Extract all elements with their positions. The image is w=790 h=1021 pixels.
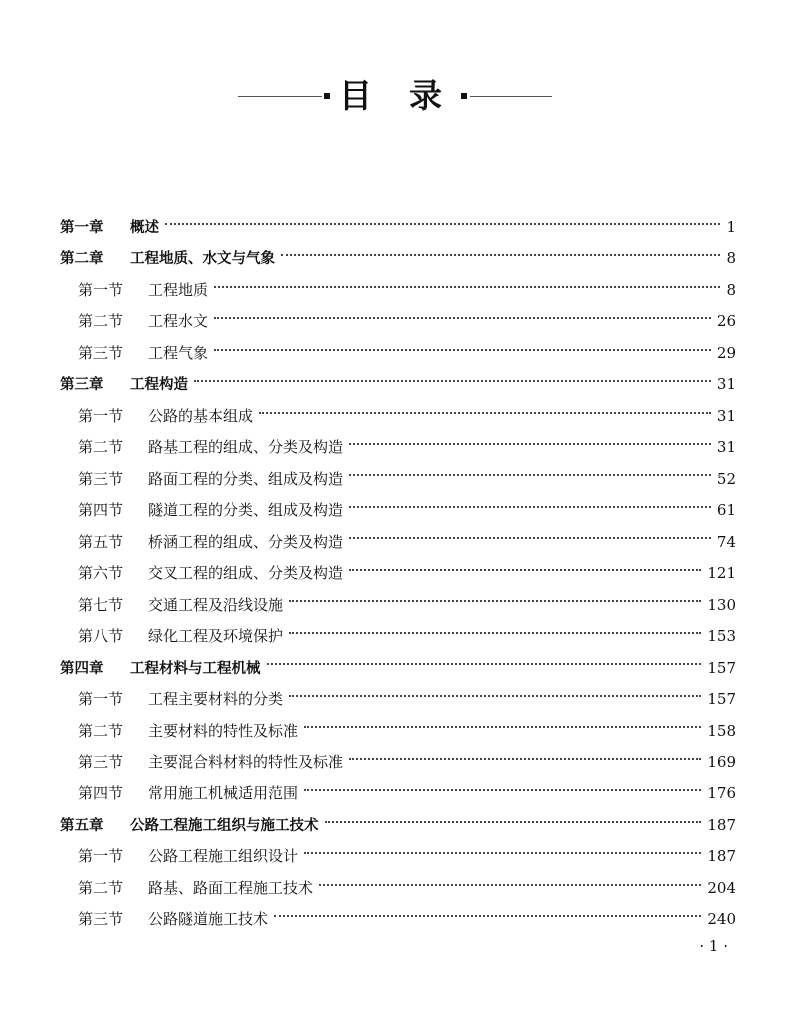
toc-chapter-row — [60, 810, 736, 841]
toc-dot-leader — [349, 443, 711, 445]
toc-entry-page: 157 — [707, 658, 736, 677]
toc-dot-leader — [304, 726, 701, 728]
toc-entry-number: 第五节 — [78, 532, 124, 551]
toc-entry-page: 176 — [707, 784, 736, 803]
toc-section-row — [60, 306, 736, 337]
toc-entry-number: 第一节 — [78, 406, 124, 425]
toc-dot-leader — [349, 569, 701, 571]
toc-dot-leader — [214, 349, 711, 351]
toc-entry-title: 工程材料与工程机械 — [130, 660, 261, 677]
toc-entry-page: 74 — [716, 532, 736, 551]
toc-entry-title: 工程气象 — [148, 343, 209, 362]
toc-entry-number: 第六节 — [78, 564, 124, 583]
toc-entry-page: 158 — [707, 721, 736, 740]
toc-section-row — [60, 558, 736, 589]
toc-dot-leader — [259, 412, 711, 414]
toc-section-row — [60, 275, 736, 306]
toc-entry-number: 第二节 — [78, 721, 124, 740]
toc-entry-number: 第二节 — [78, 878, 124, 897]
heading-dot-left — [324, 93, 330, 99]
toc-dot-leader — [281, 254, 720, 256]
toc-entry-title: 绿化工程及环境保护 — [148, 627, 284, 646]
toc-entry-title: 交通工程及沿线设施 — [148, 595, 284, 614]
toc-entry-title: 工程地质、水文与气象 — [130, 251, 275, 268]
toc-entry-page: 61 — [716, 501, 736, 520]
toc-dot-leader — [214, 317, 711, 319]
toc-entry-title: 桥涵工程的组成、分类及构造 — [148, 532, 344, 551]
toc-entry-page: 169 — [707, 752, 736, 771]
toc-section-row — [60, 716, 736, 747]
toc-entry-page: 157 — [707, 690, 736, 709]
table-of-contents — [60, 212, 736, 936]
toc-chapter-row — [60, 212, 736, 243]
toc-dot-leader — [319, 884, 701, 886]
toc-entry-title: 主要材料的特性及标准 — [148, 721, 299, 740]
toc-entry-title: 工程地质 — [148, 280, 209, 299]
toc-entry-number: 第二章 — [60, 251, 104, 268]
toc-entry-number: 第一章 — [60, 220, 104, 236]
toc-entry-page: 1 — [726, 218, 736, 236]
toc-entry-title: 公路的基本组成 — [148, 406, 254, 425]
toc-entry-page: 130 — [707, 595, 736, 614]
toc-entry-number: 第三节 — [78, 343, 124, 362]
toc-entry-title: 路面工程的分类、组成及构造 — [148, 469, 344, 488]
toc-section-row — [60, 432, 736, 463]
toc-dot-leader — [304, 789, 701, 791]
toc-chapter-row — [60, 369, 736, 400]
toc-chapter-row — [60, 653, 736, 684]
toc-entry-title: 公路隧道施工技术 — [148, 910, 269, 929]
toc-dot-leader — [214, 286, 720, 288]
toc-section-row — [60, 401, 736, 432]
toc-entry-page: 204 — [707, 878, 736, 897]
toc-entry-title: 公路工程施工组织与施工技术 — [130, 817, 319, 834]
toc-entry-page: 31 — [716, 375, 736, 394]
toc-entry-number: 第一节 — [78, 690, 124, 709]
toc-section-row — [60, 338, 736, 369]
toc-entry-number: 第八节 — [78, 627, 124, 646]
toc-dot-leader — [349, 758, 701, 760]
toc-section-row — [60, 527, 736, 558]
toc-entry-page: 26 — [716, 312, 736, 331]
toc-entry-page: 187 — [707, 815, 736, 834]
toc-entry-number: 第一节 — [78, 280, 124, 299]
toc-section-row — [60, 873, 736, 904]
toc-section-row — [60, 495, 736, 526]
toc-entry-number: 第一节 — [78, 847, 124, 866]
toc-entry-title: 工程主要材料的分类 — [148, 690, 284, 709]
toc-dot-leader — [267, 663, 702, 665]
heading-rule-left — [238, 96, 322, 97]
page-number: · 1 · — [699, 937, 728, 955]
toc-entry-page: 240 — [707, 910, 736, 929]
toc-section-row — [60, 778, 736, 809]
toc-entry-page: 121 — [707, 564, 736, 583]
toc-entry-number: 第五章 — [60, 817, 104, 834]
toc-dot-leader — [165, 223, 720, 225]
toc-dot-leader — [289, 632, 701, 634]
toc-section-row — [60, 590, 736, 621]
toc-entry-title: 主要混合料材料的特性及标准 — [148, 752, 344, 771]
toc-section-row — [60, 904, 736, 935]
toc-entry-page: 8 — [726, 280, 736, 299]
toc-entry-title: 交叉工程的组成、分类及构造 — [148, 564, 344, 583]
toc-section-row — [60, 464, 736, 495]
toc-dot-leader — [289, 695, 701, 697]
toc-section-row — [60, 841, 736, 872]
toc-entry-page: 29 — [716, 343, 736, 362]
toc-dot-leader — [289, 600, 701, 602]
toc-entry-number: 第二节 — [78, 312, 124, 331]
toc-entry-title: 隧道工程的分类、组成及构造 — [148, 501, 344, 520]
toc-entry-page: 31 — [716, 438, 736, 457]
toc-entry-page: 187 — [707, 847, 736, 866]
heading-char-1: 目 — [339, 76, 372, 115]
toc-entry-title: 公路工程施工组织设计 — [148, 847, 299, 866]
toc-entry-title: 路基工程的组成、分类及构造 — [148, 438, 344, 457]
toc-entry-number: 第四章 — [60, 660, 104, 677]
heading-rule-right — [470, 96, 552, 97]
toc-dot-leader — [349, 537, 711, 539]
toc-entry-number: 第三章 — [60, 377, 104, 394]
toc-section-row — [60, 621, 736, 652]
toc-entry-title: 路基、路面工程施工技术 — [148, 878, 314, 897]
toc-entry-page: 52 — [716, 469, 736, 488]
toc-entry-title: 常用施工机械适用范围 — [148, 784, 299, 803]
toc-entry-number: 第二节 — [78, 438, 124, 457]
toc-entry-number: 第三节 — [78, 910, 124, 929]
toc-entry-title: 工程水文 — [148, 312, 209, 331]
toc-entry-page: 8 — [726, 249, 736, 268]
toc-entry-number: 第三节 — [78, 469, 124, 488]
toc-chapter-row — [60, 243, 736, 274]
heading-dot-right — [461, 93, 467, 99]
heading-char-2: 录 — [409, 76, 442, 115]
toc-dot-leader — [194, 380, 711, 382]
toc-entry-page: 153 — [707, 627, 736, 646]
toc-section-row — [60, 684, 736, 715]
toc-entry-number: 第七节 — [78, 595, 124, 614]
toc-section-row — [60, 747, 736, 778]
toc-dot-leader — [325, 821, 702, 823]
toc-entry-title: 工程构造 — [130, 377, 188, 394]
toc-entry-number: 第三节 — [78, 752, 124, 771]
toc-heading — [0, 74, 790, 120]
toc-entry-page: 31 — [716, 406, 736, 425]
toc-dot-leader — [304, 852, 701, 854]
toc-entry-number: 第四节 — [78, 501, 124, 520]
toc-dot-leader — [349, 506, 711, 508]
toc-entry-number: 第四节 — [78, 784, 124, 803]
toc-entry-title: 概述 — [130, 220, 159, 236]
toc-dot-leader — [349, 474, 711, 476]
toc-dot-leader — [274, 915, 701, 917]
